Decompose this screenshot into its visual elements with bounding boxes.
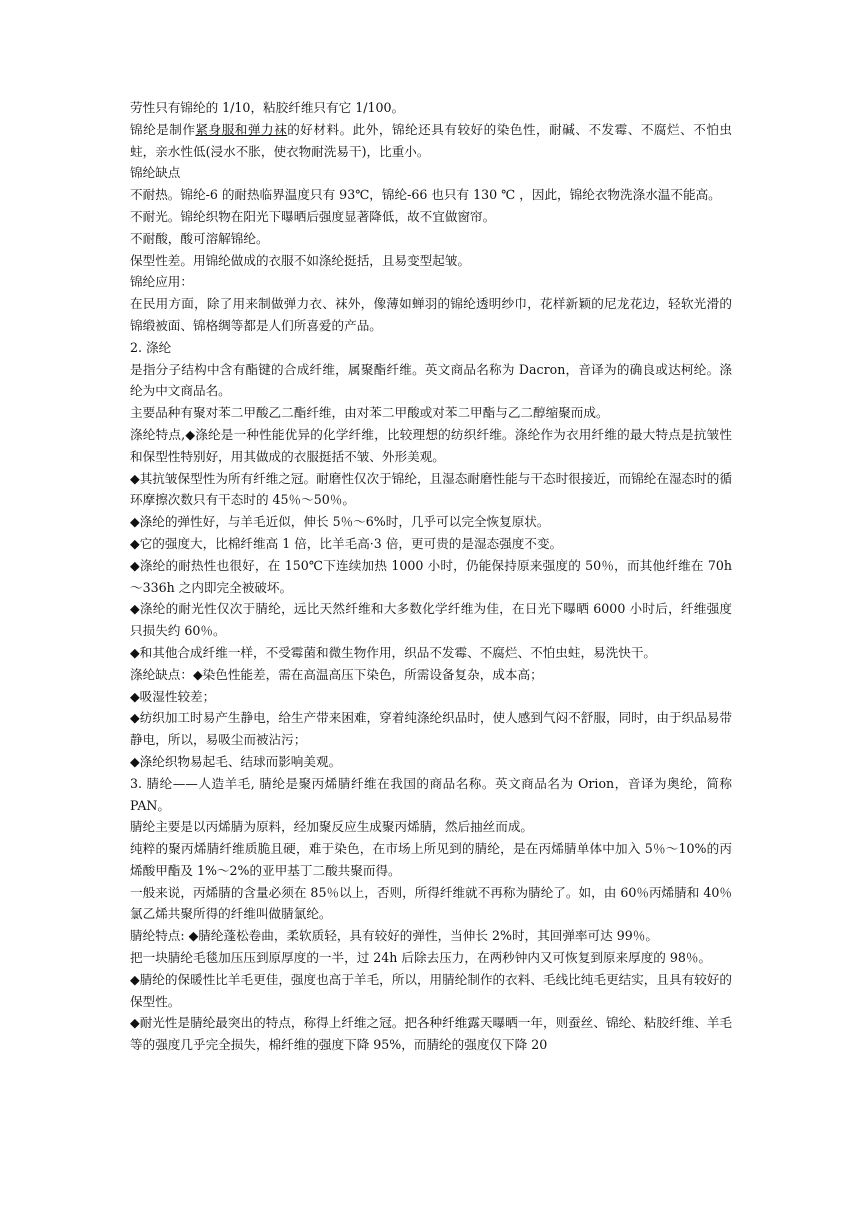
paragraph: 纯粹的聚丙烯腈纤维质脆且硬，难于染色，在市场上所见到的腈纶，是在丙烯腈单体中加入 5％～10%的丙烯酸甲酯及 1%～2%的亚甲基丁二酸共聚而得。 [130, 841, 732, 878]
section-heading: 2. 涤纶 [130, 339, 172, 355]
bullet-paragraph: ◆它的强度大，比棉纤维高 1 倍，比羊毛高·3 倍，更可贵的是湿态强度不变。 [130, 535, 563, 551]
bullet-paragraph: ◆和其他合成纤维一样，不受霉菌和微生物作用，织品不发霉、不腐烂、不怕虫蛀，易洗快干。 [130, 644, 657, 660]
bullet-paragraph: ◆耐光性是腈纶最突出的特点，称得上纤维之冠。把各种纤维露天曝晒一年，则蚕丝、锦纶、粘胶纤维、羊毛等的强度几乎完全损失，棉纤维的强度下降 95%，而腈纶的强度仅下降 20 [130, 1015, 732, 1053]
paragraph: 不耐热。锦纶-6 的耐热临界温度只有 93℃，锦纶-66 也只有 130 ℃ ，因此，锦纶衣物洗涤水温不能高。 [130, 187, 721, 203]
paragraph: 一般来说，丙烯腈的含量必须在 85％以上，否则，所得纤维就不再称为腈纶了。如，由 60％丙烯腈和 40％氯乙烯共聚所得的纤维叫做腈氯纶。 [130, 884, 732, 922]
bullet-paragraph: ◆涤纶的弹性好，与羊毛近似，伸长 5％～6%时，几乎可以完全恢复原状。 [130, 514, 550, 530]
bullet-paragraph: ◆吸湿性较差； [130, 688, 216, 704]
paragraph: 是指分子结构中含有酯键的合成纤维，属聚酯纤维。英文商品名称为 Dacron，音译为的确良或达柯纶。涤纶为中文商品名。 [130, 361, 732, 399]
paragraph: 把一块腈纶毛毯加压压到原厚度的一半，过 24h 后除去压力，在两秒钟内又可恢复到原来厚度的 98％。 [130, 950, 712, 966]
bullet-paragraph: ◆涤纶的耐热性也很好，在 150℃下连续加热 1000 小时，仍能保持原来强度的 50％，而其他纤维在 70h～336h 之内即完全被破坏。 [130, 557, 732, 595]
document-body [130, 97, 732, 1056]
paragraph-text: 的好材料。此外，锦纶还具有较好的染色性，耐碱、不发霉、不腐烂、不怕虫蛀，亲水性低(浸水不胀，使衣物耐洗易干)，比重小。 [130, 121, 733, 159]
paragraph: 不耐光。锦纶织物在阳光下曝晒后强度显著降低，故不宜做窗帘。 [130, 208, 496, 224]
bullet-paragraph: ◆其抗皱保型性为所有纤维之冠。耐磨性仅次于锦纶，且湿态耐磨性能与干态时很接近，而锦纶在湿态时的循环摩擦次数只有干态时的 45％～50％。 [130, 470, 732, 508]
paragraph: 保型性差。用锦纶做成的衣服不如涤纶挺括，且易变型起皱。 [130, 252, 471, 268]
bullet-paragraph: ◆涤纶织物易起毛、结球而影响美观。 [130, 753, 342, 769]
bullet-paragraph: ◆腈纶的保暖性比羊毛更佳，强度也高于羊毛，所以，用腈纶制作的衣料、毛线比纯毛更结实，且具有较好的保型性。 [130, 971, 732, 1009]
paragraph: 在民用方面，除了用来制做弹力衣、袜外，像薄如蝉羽的锦纶透明纱巾，花样新颖的尼龙花边，轻软光滑的锦缎被面、锦格绸等都是人们所喜爱的产品。 [130, 296, 732, 333]
section-heading: 锦纶应用： [130, 274, 193, 290]
paragraph: 不耐酸，酸可溶解锦纶。 [130, 230, 269, 246]
paragraph: 涤纶特点,◆涤纶是一种性能优异的化学纤维，比较理想的纺织纤维。涤纶作为衣用纤维的最大特点是抗皱性和保型性特别好，用其做成的衣服挺括不皱、外形美观。 [130, 426, 732, 464]
paragraph: 3. 腈纶——人造羊毛, 腈纶是聚丙烯腈纤维在我国的商品名称。英文商品名为 Orion，音译为奥纶，简称 PAN。 [130, 775, 732, 813]
paragraph: 腈纶特点: ◆腈纶蓬松卷曲，柔软质轻，具有较好的弹性，当伸长 2%时，其回弹率可达 99％。 [130, 928, 658, 944]
paragraph-text: 锦纶是制作 [130, 121, 196, 137]
underlined-term: 紧身服和弹力袜 [195, 121, 288, 137]
paragraph: 腈纶主要是以丙烯腈为原料，经加聚反应生成聚丙烯腈，然后抽丝而成。 [130, 819, 533, 835]
paragraph: 劳性只有锦纶的 1/10，粘胶纤维只有它 1/100。 [130, 100, 405, 115]
bullet-paragraph: ◆涤纶的耐光性仅次于腈纶，远比天然纤维和大多数化学纤维为佳，在日光下曝晒 6000 小时后，纤维强度只损失约 60％。 [130, 601, 732, 639]
paragraph: 涤纶缺点：◆染色性能差，需在高温高压下染色，所需设备复杂，成本高； [130, 666, 543, 682]
paragraph: 主要品种有聚对苯二甲酸乙二酯纤维，由对苯二甲酸或对苯二甲酯与乙二醇缩聚而成。 [130, 405, 609, 421]
bullet-paragraph: ◆纺织加工时易产生静电，给生产带来困难，穿着纯涤纶织品时，使人感到气闷不舒服，同时，由于织品易带静电，所以，易吸尘而被沾污； [130, 710, 732, 748]
paragraph [130, 119, 732, 163]
section-heading: 锦纶缺点 [130, 165, 181, 181]
